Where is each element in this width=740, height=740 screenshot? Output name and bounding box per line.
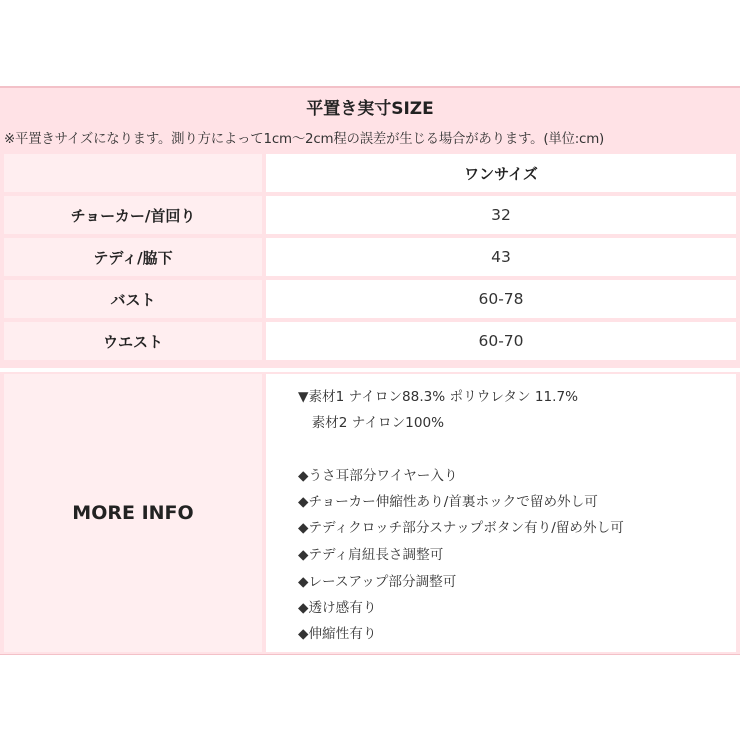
more-info-label: MORE INFO — [4, 374, 262, 652]
material-line: ▼素材1 ナイロン88.3% ポリウレタン 11.7% — [298, 389, 579, 405]
more-info-panel — [0, 372, 740, 655]
row-value: 43 — [266, 238, 736, 276]
feature-line: ◆テディクロッチ部分スナップボタン有り/留め外し可 — [298, 520, 624, 536]
feature-line: ◆うさ耳部分ワイヤー入り — [298, 468, 458, 484]
row-label: チョーカー/首回り — [4, 196, 262, 234]
feature-line: ◆レースアップ部分調整可 — [298, 574, 457, 590]
row-label: テディ/脇下 — [4, 238, 262, 276]
size-table-title: 平置き実寸SIZE — [306, 99, 434, 119]
row-value: 60-78 — [266, 280, 736, 318]
table-row — [4, 238, 736, 276]
row-label: ウエスト — [4, 322, 262, 360]
feature-line: ◆チョーカー伸縮性あり/首裏ホックで留め外し可 — [298, 494, 598, 510]
table-row — [4, 322, 736, 360]
material-line: 素材2 ナイロン100% — [298, 415, 445, 431]
size-table-note: ※平置きサイズになります。測り方によって1cm〜2cm程の誤差が生じる場合があります。(単位:cm) — [4, 132, 605, 147]
size-table-header-row — [4, 154, 736, 192]
column-header-one-size: ワンサイズ — [266, 154, 736, 192]
feature-line: ◆テディ肩紐長さ調整可 — [298, 547, 444, 563]
row-value: 60-70 — [266, 322, 736, 360]
size-table — [0, 86, 740, 368]
table-row — [4, 196, 736, 234]
row-label: バスト — [4, 280, 262, 318]
header-empty-cell — [4, 154, 262, 192]
table-row — [4, 280, 736, 318]
feature-line: ◆透け感有り — [298, 600, 377, 616]
row-value: 32 — [266, 196, 736, 234]
product-info-sheet — [0, 86, 740, 656]
more-info-content — [266, 374, 736, 652]
feature-line: ◆伸縮性有り — [298, 626, 377, 642]
